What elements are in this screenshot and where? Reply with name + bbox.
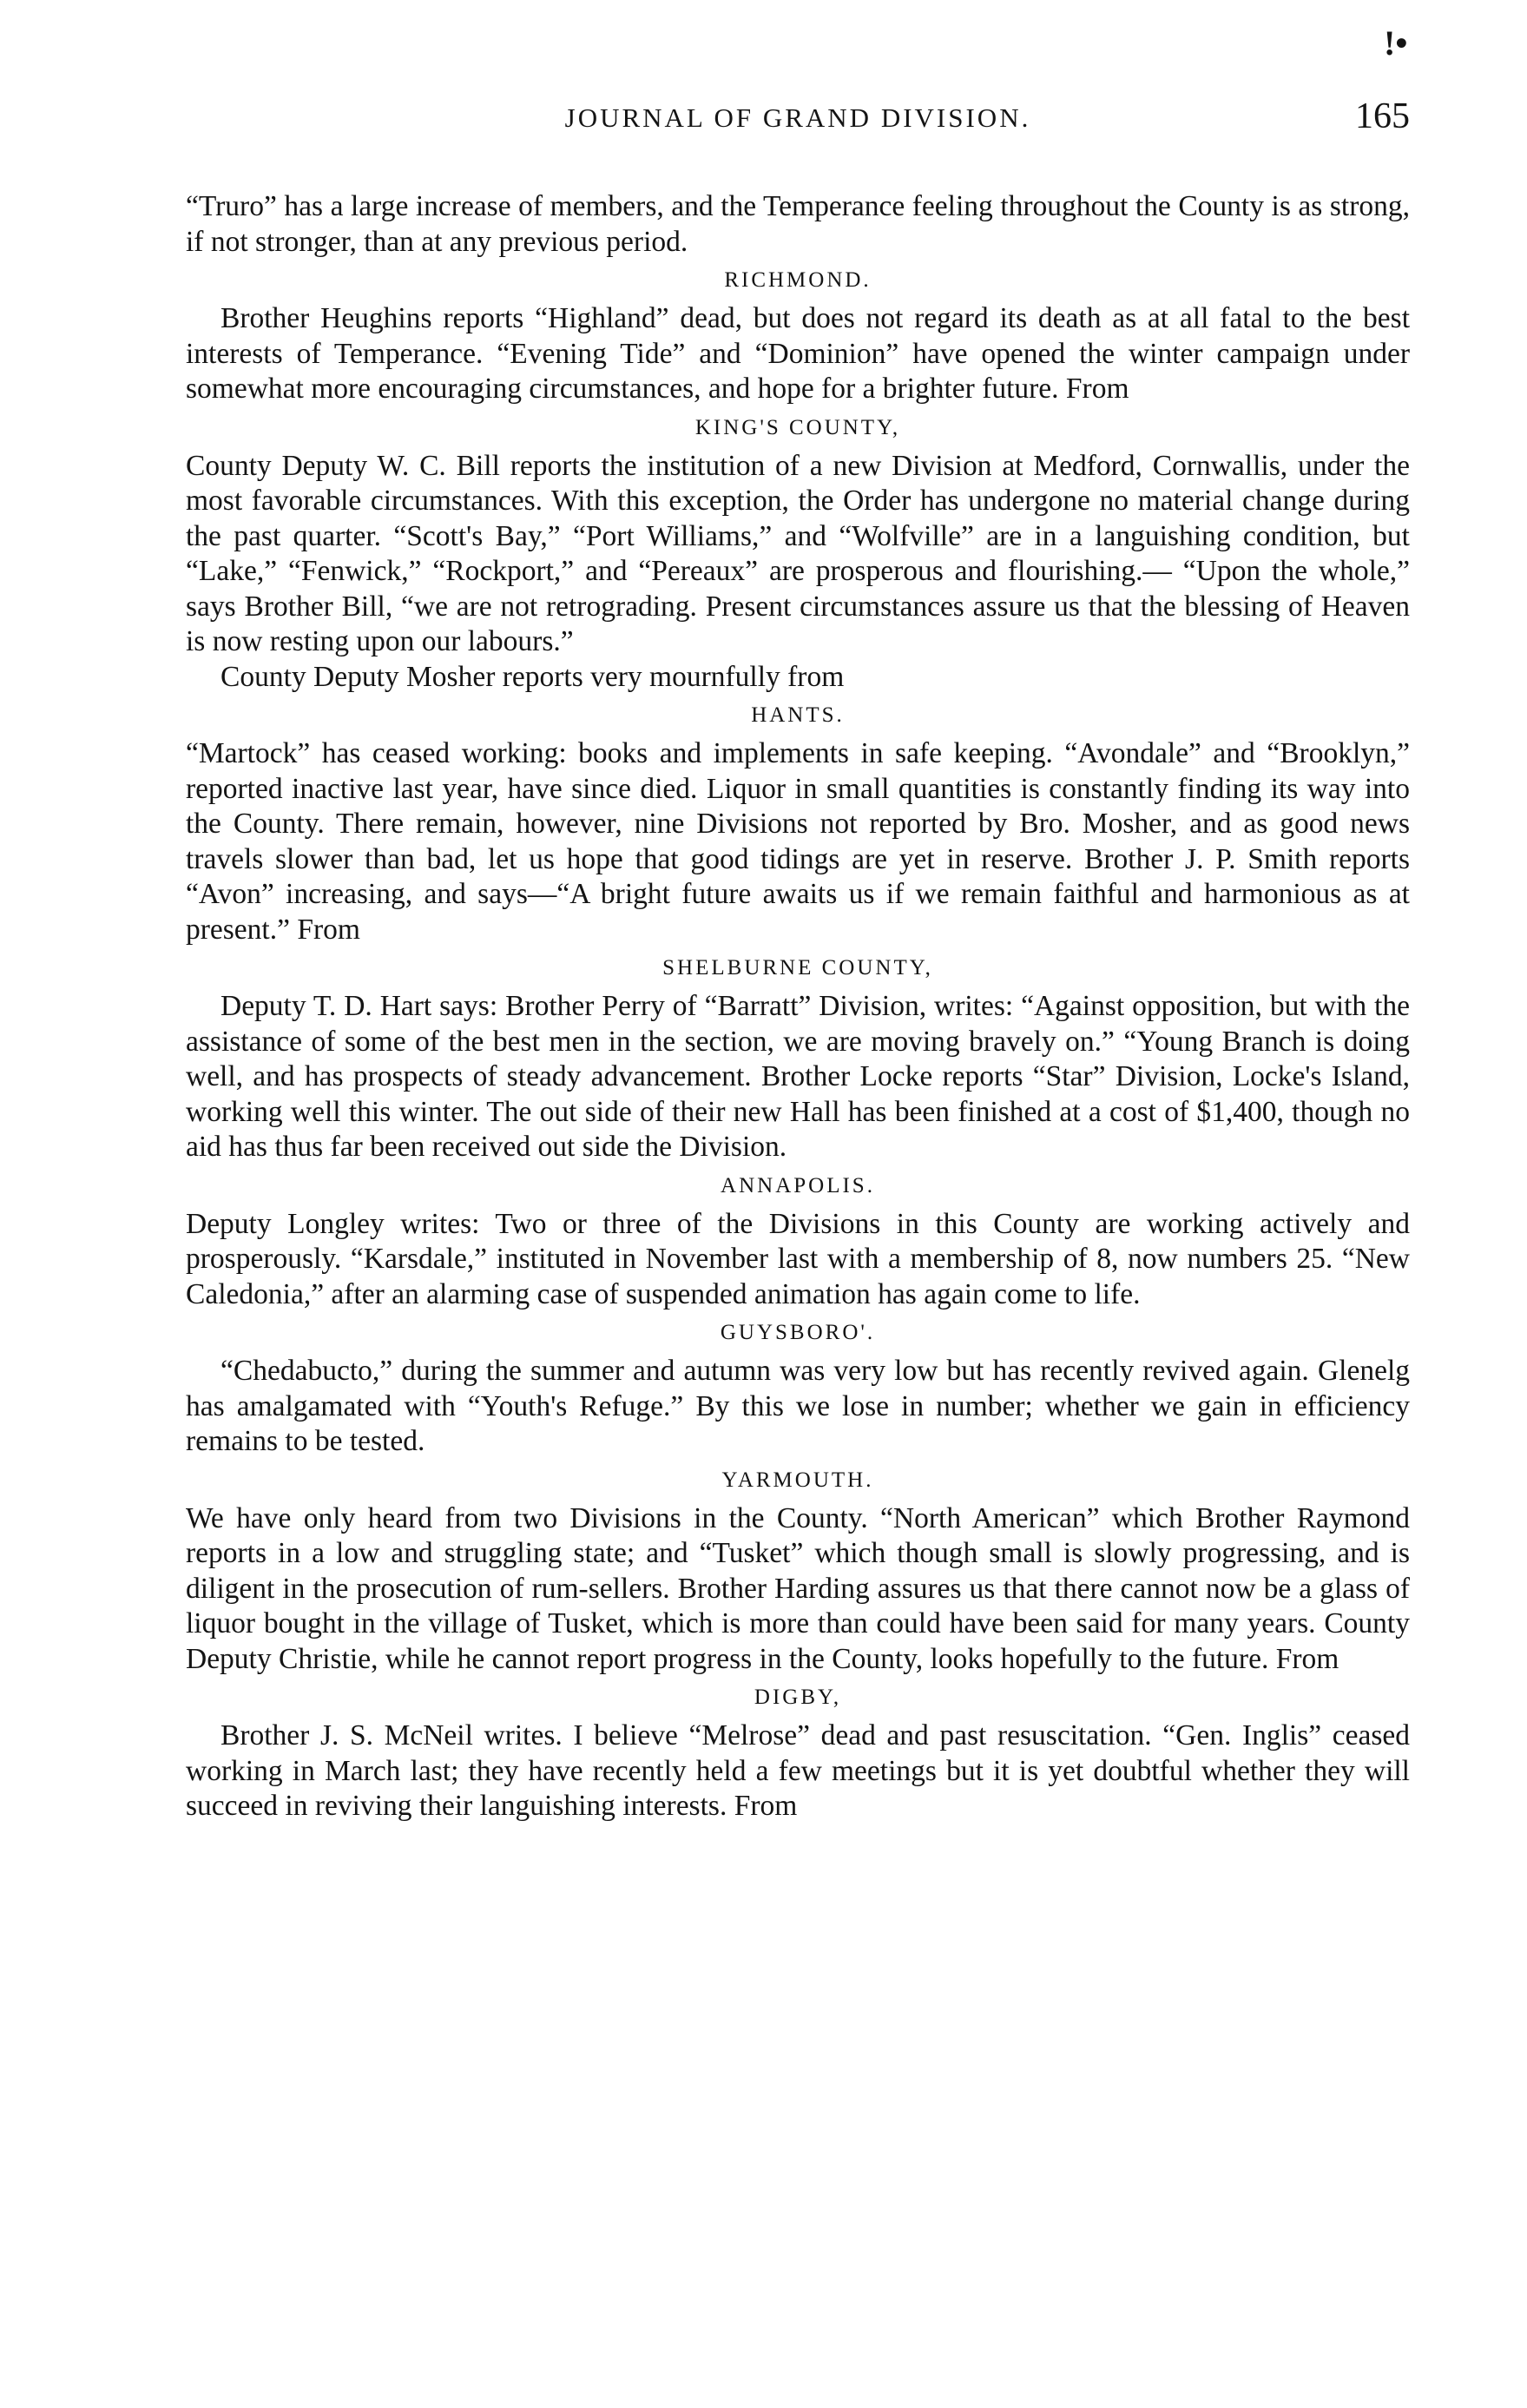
section-annapolis: [186, 1165, 1410, 1313]
section-heading: HANTS.: [751, 703, 845, 727]
section-heading: RICHMOND.: [724, 268, 872, 292]
section-guysboro: [186, 1312, 1410, 1460]
section-hants: [186, 695, 1410, 947]
section-yarmouth: [186, 1460, 1410, 1678]
page-header: [186, 96, 1410, 163]
section-heading: YARMOUTH.: [721, 1468, 874, 1492]
section-digby: [186, 1677, 1410, 1824]
running-head: JOURNAL OF GRAND DIVISION.: [564, 102, 1031, 133]
paragraph: County Deputy Mosher reports very mournfully from: [220, 660, 845, 693]
section-heading: GUYSBORO'.: [720, 1321, 876, 1344]
paragraph: We have only heard from two Divisions in the County. “North American” which Brother Raymond reports in a low and struggling state; and “Tusket” which though small is slowly progressing, and is diligent in the prosecution of rum-sellers. Brother Harding assures us that there cannot now be a glass of liquor bought in the village of Tusket, which is more than could have been said for many years. County Deputy Christie, while he cannot report progress in the County, looks hopefully to the future. From: [186, 1501, 1410, 1675]
paragraph: Brother J. S. McNeil writes. I believe “Melrose” dead and past resuscitation. “Gen. Inglis” ceased working in March last; they have recently held a few meetings but it is yet doubtful whether they will succeed in reviving their languishing interests. From: [186, 1719, 1410, 1822]
section-heading: ANNAPOLIS.: [721, 1173, 875, 1197]
section-richmond: [186, 260, 1410, 407]
paragraph: “Martock” has ceased working: books and implements in safe keeping. “Avondale” and “Brooklyn,” reported inactive last year, have since died. Liquor in small quantities is constantly finding its way into the County. There remain, however, nine Divisions not reported by Bro. Mosher, and as good news travels slower than bad, let us hope that good tidings are yet in reserve. Brother J. P. Smith reports “Avon” increasing, and says—“A bright future awaits us if we remain faithful and harmonious as at present.” From: [186, 737, 1410, 946]
paragraph: “Truro” has a large increase of members, and the Temperance feeling throughout the County is as strong, if not stronger, than at any previous period.: [186, 190, 1410, 258]
paragraph: “Chedabucto,” during the summer and autumn was very low but has recently revived again. Glenelg has amalgamated with “Youth's Refuge.” By this we lose in number; whether we gain in efficiency remains to be tested.: [186, 1355, 1410, 1457]
corner-mark: !•: [1384, 23, 1408, 63]
section-heading: SHELBURNE COUNTY,: [662, 956, 933, 980]
paragraph: Deputy Longley writes: Two or three of the Divisions in this County are working actively and prosperously. “Karsdale,” instituted in November last with a membership of 8, now numbers 25. “New Caledonia,” after an alarming case of suspended animation has again come to life.: [186, 1207, 1410, 1310]
page-number: 165: [1355, 96, 1410, 136]
section-kings-county: [186, 407, 1410, 696]
section-heading: DIGBY,: [754, 1686, 842, 1709]
section-truro: [186, 189, 1410, 260]
paragraph: Brother Heughins reports “Highland” dead, but does not regard its death as at all fatal to the best interests of Temperance. “Evening Tide” and “Dominion” have opened the winter campaign under somewhat more encouraging circumstances, and hope for a brighter future. From: [186, 302, 1410, 405]
section-heading: KING'S COUNTY,: [694, 415, 901, 439]
section-shelburne-county: [186, 947, 1410, 1165]
paragraph: Deputy T. D. Hart says: Brother Perry of “Barratt” Division, writes: “Against opposition, but with the assistance of some of the best men in the section, we are moving bravely on.” “Young Branch is doing well, and has prospects of steady advancement. Brother Locke reports “Star” Division, Locke's Island, working well this winter. The out side of their new Hall has been finished at a cost of $1,400, though no aid has thus far been received out side the Division.: [186, 990, 1410, 1163]
page-body: [186, 189, 1410, 1824]
paragraph: County Deputy W. C. Bill reports the institution of a new Division at Medford, Cornwallis, under the most favorable circumstances. With this exception, the Order has undergone no material change during the past quarter. “Scott's Bay,” “Port Williams,” and “Wolfville” are in a languishing condition, but “Lake,” “Fenwick,” “Rockport,” and “Pereaux” are prosperous and flourishing.— “Upon the whole,” says Brother Bill, “we are not retrograding. Present circumstances assure us that the blessing of Heaven is now resting upon our labours.”: [186, 449, 1410, 657]
